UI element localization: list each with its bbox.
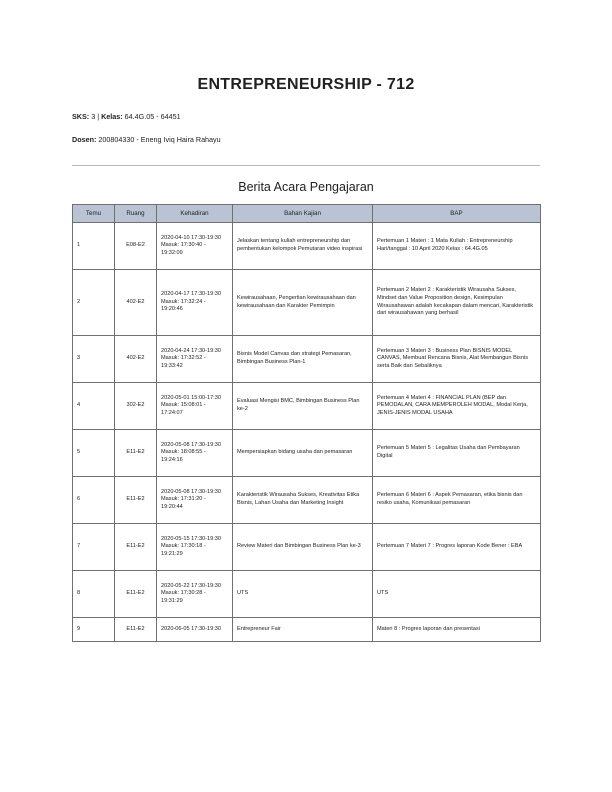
cell-bahan-kajian: Jelaskan tentang kuliah entrepreneurship dan pembentukan kelompok Pemutaran video inspirasi bbox=[233, 223, 373, 270]
section-divider bbox=[72, 165, 540, 166]
cell-ruang: 302-E2 bbox=[115, 383, 157, 430]
cell-ruang: 402-E2 bbox=[115, 270, 157, 336]
cell-temu: 9 bbox=[73, 618, 115, 642]
cell-temu: 5 bbox=[73, 430, 115, 477]
cell-kehadiran: 2020-05-15 17:30-19:30 Masuk: 17:30:18 - 19:21:29 bbox=[157, 524, 233, 571]
course-title: ENTREPRENEURSHIP - 712 bbox=[197, 76, 415, 93]
cell-temu: 1 bbox=[73, 223, 115, 270]
cell-temu: 6 bbox=[73, 477, 115, 524]
col-header-kehadiran: Kehadiran bbox=[157, 205, 233, 223]
table-row bbox=[73, 477, 541, 524]
cell-bap: UTS bbox=[373, 571, 541, 618]
course-meta-dosen bbox=[72, 135, 540, 145]
table-row bbox=[73, 571, 541, 618]
cell-temu: 8 bbox=[73, 571, 115, 618]
dosen-label: Dosen: bbox=[72, 135, 97, 144]
cell-temu: 2 bbox=[73, 270, 115, 336]
cell-bahan-kajian: Karakteristik Wirausaha Sukses, Kreativitas Etika Bisnis, Lahan Usaha dan Marketing Insight bbox=[233, 477, 373, 524]
cell-bap: Pertemuan 3 Materi 3 : Business Plan BISNIS MODEL CANVAS, Membuat Rencana Bisnis, Alat Membangun Bisnis serta Baik dan Sebaliknya bbox=[373, 336, 541, 383]
cell-ruang: E11-E2 bbox=[115, 477, 157, 524]
cell-bap: Pertemuan 4 Materi 4 : FINANCIAL PLAN (BEP dan PEMODALAN, CARA MEMPEROLEH MODAL, Modal Kerja, JENIS-JENIS MODAL USAHA bbox=[373, 383, 541, 430]
cell-kehadiran: 2020-05-08 17:30-19:30 Masuk: 18:08:55 - 19:24:16 bbox=[157, 430, 233, 477]
cell-kehadiran: 2020-04-24 17:30-19:30 Masuk: 17:32:52 - 19:33:42 bbox=[157, 336, 233, 383]
section-title: Berita Acara Pengajaran bbox=[238, 180, 374, 194]
cell-ruang: E08-E2 bbox=[115, 223, 157, 270]
kelas-label: Kelas: bbox=[101, 112, 123, 121]
bap-table bbox=[72, 204, 541, 642]
cell-bahan-kajian: Review Materi dan Bimbingan Business Plan ke-3 bbox=[233, 524, 373, 571]
cell-ruang: E11-E2 bbox=[115, 618, 157, 642]
cell-bap: Pertemuan 2 Materi 2 : Karakteristik Wirausaha Sukses, Mindset dan Value Proposition design, Kesimpulan Wirausahawan adalah kecakapan dalam mencari, Karakteristik dari wirausahawan yang berhasil bbox=[373, 270, 541, 336]
table-row bbox=[73, 430, 541, 477]
cell-bahan-kajian: Kewirausahaan, Pengertian kewirausahaan dan kewirausahaan dan Karakter Pemimpin bbox=[233, 270, 373, 336]
dosen-value: 200804330 - Eneng Iviq Haira Rahayu bbox=[98, 135, 221, 144]
cell-bahan-kajian: UTS bbox=[233, 571, 373, 618]
table-row bbox=[73, 336, 541, 383]
cell-ruang: E11-E2 bbox=[115, 430, 157, 477]
cell-bap: Pertemuan 6 Materi 6 : Aspek Pemasaran, etika bisnis dan resiko usaha, Komunikasi pemasaran bbox=[373, 477, 541, 524]
cell-temu: 3 bbox=[73, 336, 115, 383]
col-header-bap: BAP bbox=[373, 205, 541, 223]
cell-kehadiran: 2020-04-17 17:30-19:30 Masuk: 17:32:24 - 19:20:46 bbox=[157, 270, 233, 336]
cell-temu: 4 bbox=[73, 383, 115, 430]
table-row bbox=[73, 524, 541, 571]
kelas-value: 64.4G.05 - 64451 bbox=[124, 112, 181, 121]
table-row bbox=[73, 270, 541, 336]
course-meta-sks-kelas bbox=[72, 112, 540, 122]
cell-ruang: E11-E2 bbox=[115, 571, 157, 618]
cell-kehadiran: 2020-04-10 17:30-19:30 Masuk: 17:30:40 - 19:32:09 bbox=[157, 223, 233, 270]
col-header-ruang: Ruang bbox=[115, 205, 157, 223]
cell-bahan-kajian: Bisnis Model Canvas dan strategi Pemasaran, Bimbingan Business Plan-1 bbox=[233, 336, 373, 383]
cell-kehadiran: 2020-05-08 17:30-19:30 Masuk: 17:31:20 - 19:20:44 bbox=[157, 477, 233, 524]
cell-bap: Materi 8 : Progres laporan dan presentasi bbox=[373, 618, 541, 642]
cell-bahan-kajian: Entrepreneur Fair bbox=[233, 618, 373, 642]
cell-bap: Pertemuan 1 Materi : 1 Mata Kuliah : Entrepreneurship Hari/tanggal : 10 April 2020 Kelas : 64.4G.05 bbox=[373, 223, 541, 270]
col-header-bahan-kajian: Bahan Kajian bbox=[233, 205, 373, 223]
cell-kehadiran: 2020-05-22 17:30-19:30 Masuk: 17:30:28 - 19:31:29 bbox=[157, 571, 233, 618]
page bbox=[72, 72, 540, 642]
sks-value: 3 bbox=[91, 112, 96, 121]
table-row bbox=[73, 618, 541, 642]
cell-bap: Pertemuan 5 Materi 5 : Legalitas Usaha dan Pembayaran Digital bbox=[373, 430, 541, 477]
cell-ruang: E11-E2 bbox=[115, 524, 157, 571]
cell-kehadiran: 2020-06-05 17:30-19:30 bbox=[157, 618, 233, 642]
cell-bap: Pertemuan 7 Materi 7 : Progres laporan Kode Bener : EBA bbox=[373, 524, 541, 571]
cell-bahan-kajian: Mempersiapkan bidang usaha dan pemasaran bbox=[233, 430, 373, 477]
cell-ruang: 402-E2 bbox=[115, 336, 157, 383]
sks-label: SKS: bbox=[72, 112, 90, 121]
cell-kehadiran: 2020-05-01 15:00-17:30 Masuk: 15:08:01 - 17:24:07 bbox=[157, 383, 233, 430]
cell-bahan-kajian: Evaluasi Mengisi BMC, Bimbingan Business Plan ke-2 bbox=[233, 383, 373, 430]
table-row bbox=[73, 223, 541, 270]
cell-temu: 7 bbox=[73, 524, 115, 571]
meta-separator: | bbox=[97, 112, 102, 121]
col-header-temu: Temu bbox=[73, 205, 115, 223]
table-header-row bbox=[73, 205, 541, 223]
table-row bbox=[73, 383, 541, 430]
